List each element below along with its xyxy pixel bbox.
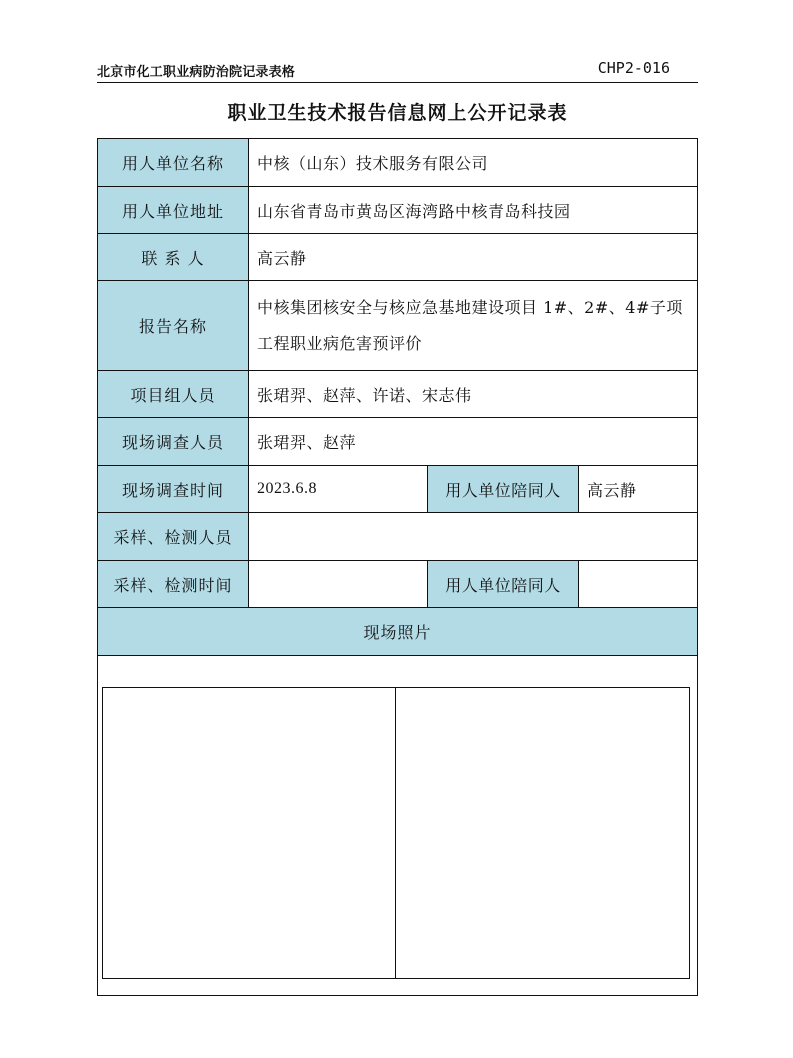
contact-value: 高云静 [249, 234, 697, 281]
site-photos-header: 现场照片 [98, 608, 697, 656]
photo-slot-left [103, 688, 396, 978]
sampling-staff-label: 采样、检测人员 [98, 513, 249, 561]
site-investigators-value: 张珺羿、赵萍 [249, 418, 697, 466]
site-companion-value: 高云静 [579, 466, 697, 513]
photo-slot-right [396, 688, 689, 978]
sampling-companion-value [579, 561, 697, 608]
org-form-title: 北京市化工职业病防治院记录表格 [97, 65, 296, 80]
document-header [97, 58, 698, 83]
site-investigation-time-label: 现场调查时间 [98, 466, 249, 513]
contact-label: 联 系 人 [98, 234, 249, 281]
form-code: CHP2-016 [597, 59, 670, 77]
report-name-value: 中核集团核安全与核应急基地建设项目 1#、2#、4#子项工程职业病危害预评价 [249, 281, 697, 371]
record-form [97, 138, 698, 996]
employer-address-value: 山东省青岛市黄岛区海湾路中核青岛科技园 [249, 187, 697, 234]
employer-name-value: 中核（山东）技术服务有限公司 [249, 139, 697, 187]
employer-name-label: 用人单位名称 [98, 139, 249, 187]
sampling-staff-value [249, 513, 697, 561]
sampling-companion-label: 用人单位陪同人 [428, 561, 579, 608]
sampling-time-value [249, 561, 428, 608]
site-companion-label: 用人单位陪同人 [428, 466, 579, 513]
sampling-time-label: 采样、检测时间 [98, 561, 249, 608]
site-photos-area [102, 687, 690, 979]
project-members-value: 张珺羿、赵萍、许诺、宋志伟 [249, 371, 697, 418]
site-investigators-label: 现场调查人员 [98, 418, 249, 466]
report-name-label: 报告名称 [98, 281, 249, 371]
page-title: 职业卫生技术报告信息网上公开记录表 [227, 102, 568, 124]
employer-address-label: 用人单位地址 [98, 187, 249, 234]
site-investigation-time-value: 2023.6.8 [249, 466, 428, 513]
project-members-label: 项目组人员 [98, 371, 249, 418]
